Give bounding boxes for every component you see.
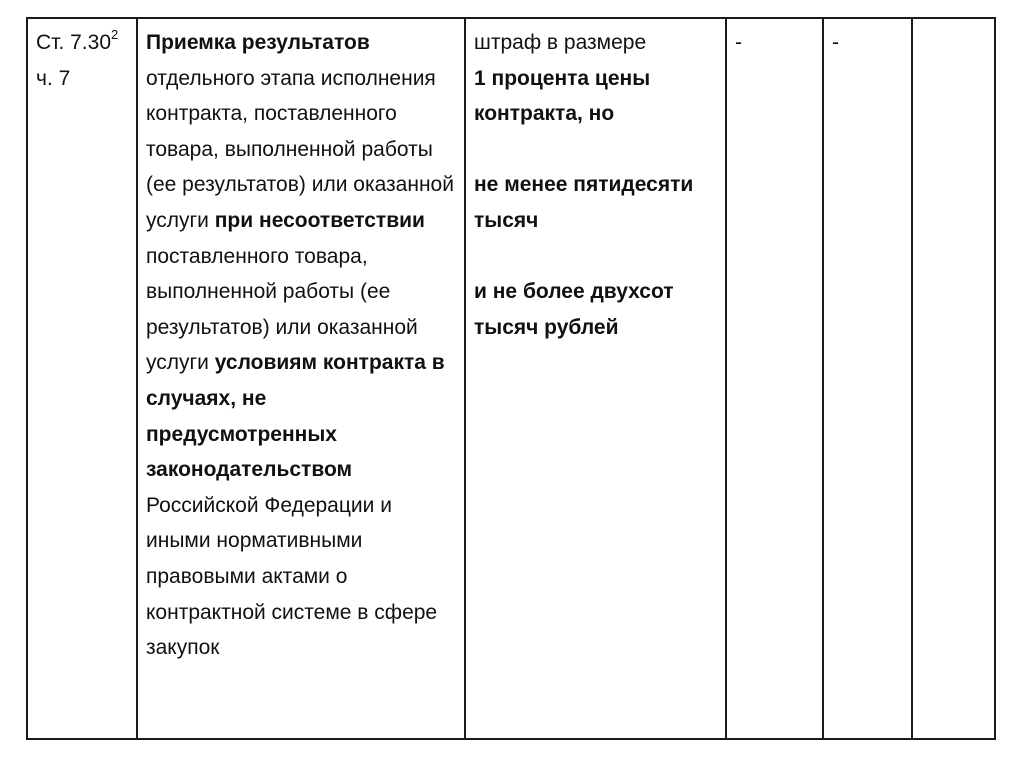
table-row xyxy=(27,18,995,739)
article-part: ч. 7 xyxy=(36,66,71,90)
col5-cell: - xyxy=(823,18,912,739)
description-cell xyxy=(137,18,465,739)
penalty-max: и не более двухсот тысяч рублей xyxy=(474,280,674,339)
description-bold-2: при несоответствии xyxy=(214,208,425,232)
article-prefix: Ст. 7.30 xyxy=(36,31,111,54)
penalty-cell xyxy=(465,18,726,739)
law-table xyxy=(26,17,996,740)
article-superscript: 2 xyxy=(111,27,119,42)
description-bold-1: Приемка результатов xyxy=(146,31,370,54)
col6-cell xyxy=(912,18,995,739)
penalty-intro: штраф в размере xyxy=(474,31,647,54)
description-text-1: отдельного этапа исполнения контракта, поставленного товара, выполненной работы (ее результатов) или оказанной услуги xyxy=(146,66,454,232)
description-bold-3: условиям контракта в случаях, не предусмотренных законодательством xyxy=(146,351,445,482)
penalty-min: не менее пятидесяти тысяч xyxy=(474,173,694,232)
col4-cell: - xyxy=(726,18,823,739)
penalty-rate: 1 процента цены контракта, но xyxy=(474,66,651,126)
description-text-2: поставленного товара, выполненной работы (ее результатов) или оказанной услуги xyxy=(146,244,418,375)
description-text-3: Российской Федерации и иными нормативными правовыми актами о контрактной системе в сфере закупок xyxy=(146,493,438,660)
article-cell xyxy=(27,18,137,739)
